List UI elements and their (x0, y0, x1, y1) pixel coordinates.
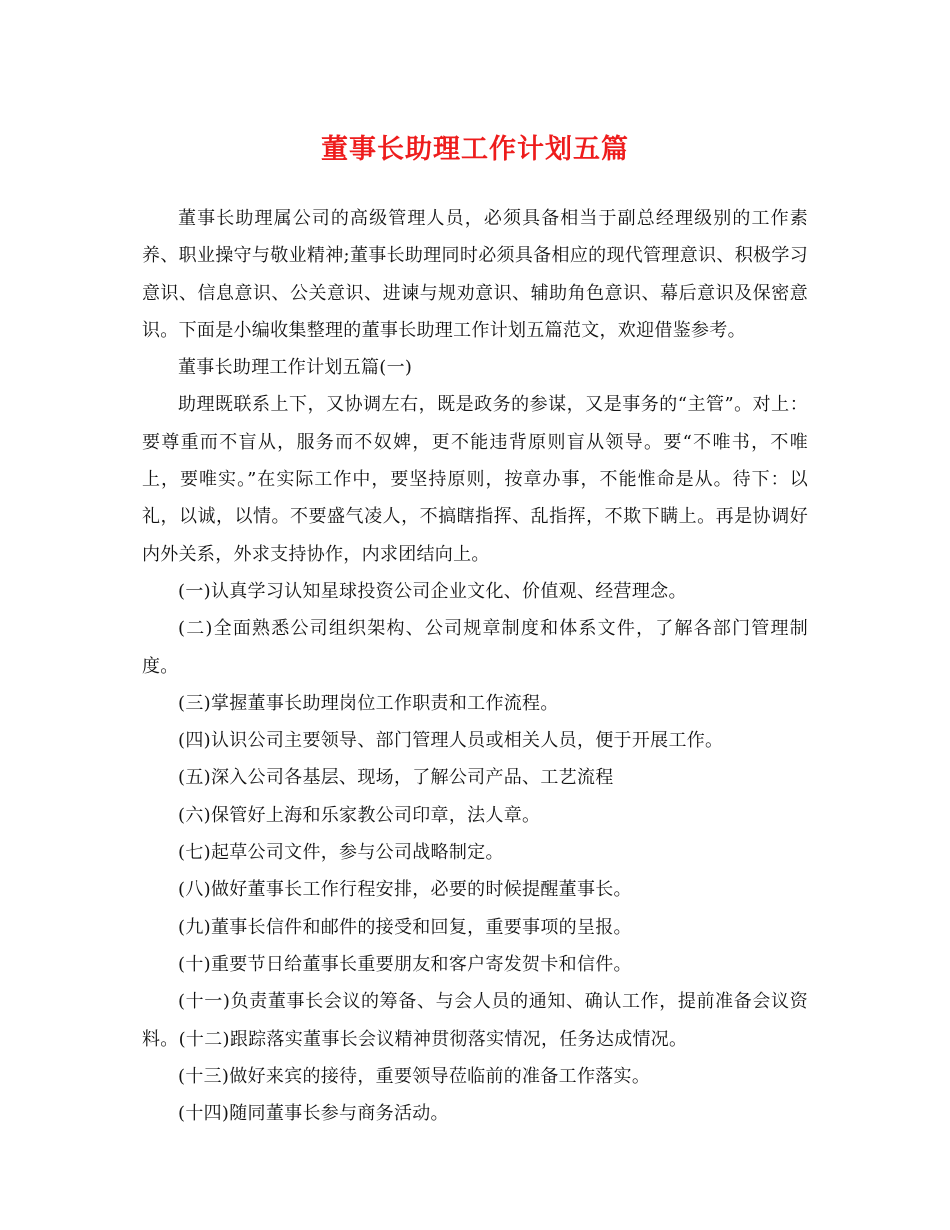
list-item: (十四)随同董事长参与商务活动。 (178, 1103, 449, 1125)
list-item: (二)全面熟悉公司组织架构、公司规章制度和体系文件，了解各部门管理制度。 (142, 618, 808, 677)
list-item: (三)掌握董事长助理岗位工作职责和工作流程。 (178, 692, 559, 714)
section-heading: 董事长助理工作计划五篇(一) (178, 357, 413, 379)
intro-paragraph: 董事长助理属公司的高级管理人员，必须具备相当于副总经理级别的工作素养、职业操守与敬业精神;董事长助理同时必须具备相应的现代管理意识、积极学习意识、信息意识、公关意识、进谏与规劝意识、辅助角色意识、幕后意识及保密意识。下面是小编收集整理的董事长助理工作计划五篇范文，欢迎借鉴参考。 (142, 208, 808, 341)
list-item: (一)认真学习认知星球投资公司企业文化、价值观、经营理念。 (178, 580, 687, 602)
list-item: (八)做好董事长工作行程安排，必要的时候提醒董事长。 (178, 879, 632, 901)
list-item: (十)重要节日给董事长重要朋友和客户寄发贺卡和信件。 (178, 953, 632, 975)
list-item: (十一)负责董事长会议的筹备、与会人员的通知、确认工作，提前准备会议资料。(十二)跟踪落实董事长会议精神贯彻落实情况，任务达成情况。 (142, 991, 808, 1050)
list-item: (五)深入公司各基层、现场，了解公司产品、工艺流程 (178, 767, 614, 789)
list-item: (十三)做好来宾的接待，重要领导莅临前的准备工作落实。 (178, 1065, 651, 1087)
list-item: (四)认识公司主要领导、部门管理人员或相关人员，便于开展工作。 (178, 730, 724, 752)
list-item: (九)董事长信件和邮件的接受和回复，重要事项的呈报。 (178, 916, 632, 938)
body-paragraph: 助理既联系上下，又协调左右，既是政务的参谋，又是事务的“主管”。对上：要尊重而不盲从，服务而不奴婢，更不能违背原则盲从领导。要“不唯书，不唯上，要唯实。”在实际工作中，要坚持原则，按章办事，不能惟命是从。待下：以礼，以诚，以情。不要盛气凌人，不搞瞎指挥、乱指挥，不欺下瞒上。再是协调好内外关系，外求支持协作，内求团结向上。 (142, 394, 808, 565)
list-item: (七)起草公司文件，参与公司战略制定。 (178, 842, 504, 864)
document-body (142, 200, 808, 1132)
document-title: 董事长助理工作计划五篇 (321, 134, 629, 165)
list-item: (六)保管好上海和乐家教公司印章，法人章。 (178, 804, 541, 826)
